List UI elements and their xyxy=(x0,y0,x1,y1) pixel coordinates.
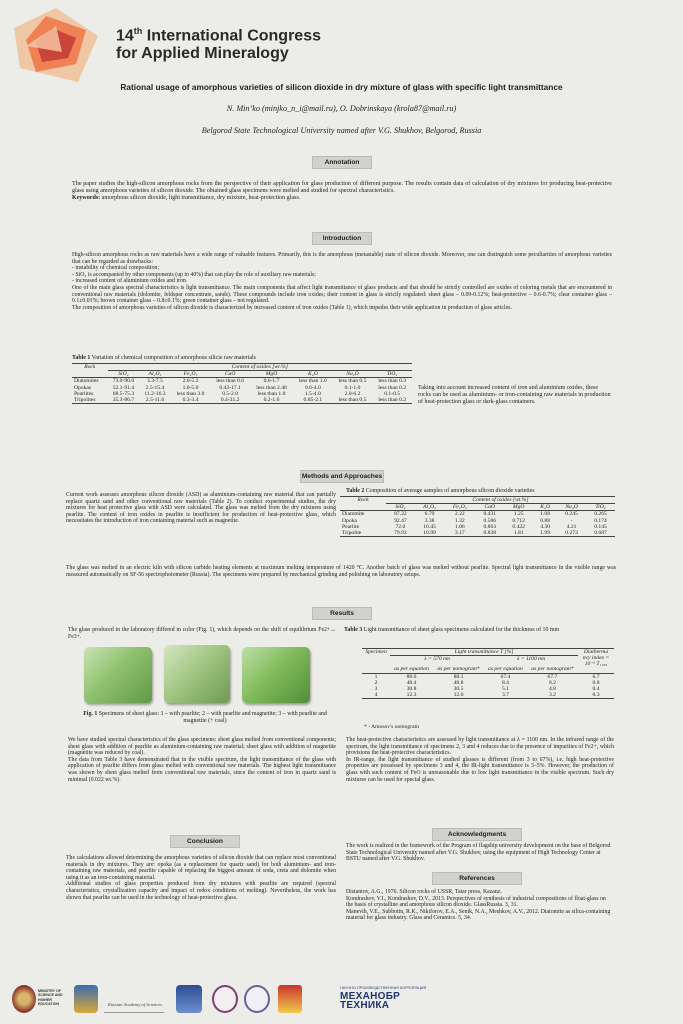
authors: N. Min’ko (minjko_n_i@mail.ru), O. Dobrinskaya (krola87@mail.ru) xyxy=(226,104,457,113)
table3-footnote: * - Amosov's nomogram xyxy=(364,724,419,730)
methods-heading: Methods and Approaches xyxy=(300,470,384,483)
table2: Rock Content of oxides [wt.%] SiO₂ Al₂O₃ Fe₂O₃ CaO MgO K₂O Na₂O TiO₂ Diatomite 87.22 6.79 2.22 0.431 1.25 1.08 0.245 0.265 Opoka 92.47 3.38 1.32 0.506 0.712 0.88 - 0.174 Pearlite 72.0 16.45 1.06 0.863 0.422 4.30 4.21 0.145 Tripolite 79.93 10.99 3.17 0.838 1.81 1.99 0.273 0.687 xyxy=(340,496,615,537)
table-row: Tripolite 79.93 10.99 3.17 0.838 1.81 1.99 0.273 0.687 xyxy=(340,530,615,537)
paper-title: Rational usage of amorphous varieties of silicon dioxide in dry mixture of glass with specific light transmittance xyxy=(120,82,563,92)
university-logo xyxy=(176,985,202,1013)
glass-specimen-1 xyxy=(84,647,152,703)
introduction-heading: Introduction xyxy=(312,232,372,245)
acknowledgments-body: The work is realized in the framework of the Program of flagship university development on the base of Belgorod State Technological University named after V.G. Shukhov, using the equipment of High Technology Center at BSTU named after V.G. Shukhov. xyxy=(346,843,611,863)
table-row: Tripolites 35.3-86.7 2.5-11.6 0.3-3.4 0.4-31.2 0.2-1.6 0.85-2.1 less than 0.5 less than 0.2 xyxy=(72,397,412,404)
table1-caption: Table 1 Variation of chemical composition of amorphous silicie raw materials xyxy=(72,355,256,361)
congress-title: 14th International Congress for Applied Mineralogy xyxy=(116,26,321,63)
ministry-emblem xyxy=(12,985,36,1013)
list-item: Manevih, V.E., Subbotin, R.K., Nikiforov, E.A., Senik, N.A., Meshkov, A.V., 2012. Diatomite as silica-containing material for glass industry. Glass and Ceramics. 5, 34. xyxy=(346,908,611,922)
glass-specimen-3 xyxy=(242,647,310,703)
results-intro: The glass produced in the laboratory differed in color (Fig. 1), which depends on the shift of equilibrium Fe2+↔ Fe3+. xyxy=(68,627,336,640)
table-row: 4 12.3 12.0 3.7 3.2 0.3 xyxy=(362,692,614,699)
list-item: Kondrashov, V.I., Kondrashov, D.V., 2013. Perspectives of synthesis of industrial compositions of float-glass on the basis of crystalline and amorphous silicon dioxide. GlassRussia. 3, 31. xyxy=(346,895,606,909)
congress-logo xyxy=(6,6,106,86)
table-row: Diatomite 87.22 6.79 2.22 0.431 1.25 1.08 0.245 0.265 xyxy=(342,511,607,518)
methods-body-2: The glass was melted in an electric kiln with silicon carbide heating elements at maximum melting temperature of 1420 °C. Another batch of glass was melted without pearlite. Spectral light transmittance in the visible range was measured automatically on SF-56 spectrophotometer (Russia). The specimens were prepared by mechanical grinding and polishing on laboratory setups. xyxy=(66,565,616,578)
glass-specimen-2 xyxy=(164,645,230,703)
table1: Rock Content of oxides [wt.%] SiO₂ Al₂O₃ Fe₂O₃ CaO MgO K₂O Na₂O TiO₂ Diatomites 73.0-90.0 3.3-7.5 2.0-5.2 less than 0.6 0.6-1.7 less than 1.0 less than 0.5 less than 0.3 Opokas 52.1-91.4 2.5-15.4 1.0-5.0 0.43-17.1 less than 2.48 0.6-4.0 0.1-1.0 less than 0.2 Pearlites 68.5-75.3 11.2-16.3 less than 3.0 0.5-2.0 less than 1.0 1.5-4.0 2.0-6.2 0.1-0.5 Tripolites 35.3-86.7 2.5-11.6 0.3-3.4 0.4-31.2 0.2-1.6 0.85-2.1 less than 0.5 less than 0.2 xyxy=(72,363,412,404)
table2-caption: Table 2 Composition of average samples of amorphous silicon dioxide varieties xyxy=(346,488,535,494)
results-right-body: The heat-protective characteristics are assessed by light transmittance at λ = 1100 nm. In the infrared range of the spectrum, the light transmittance of specimens 2, 3 and 4 reduces due to the presence of impurities of Fe2+, which provisions the heat-protective characteristics. In IR-range, the light transmittance of studied glasses is different (from 3 to 67%), i.e. high heat-protective properties are possessed by specimens 3 and 4, the IR-light transmittance is 3–5%. However, the production of glass with such content of FeO is unreasonable due to low light transmittance in the visible spectrum. Such dry mixtures can be used for special glass. xyxy=(346,737,614,783)
results-heading: Results xyxy=(312,607,372,620)
table3: Specimen Light transmittance T [%] Diatherma ncy index = 10⁻² T₁₁₀₀ λ = 570 nm λ = 1100 nm as per equation as per nomogram* as per equation as per nomogram* 1 88.6 88.1 67.4 67.7 6.7 2 48.4 48.8 8.4 8.2 0.8 3 30.8 30.5 5.1 4.8 0.4 4 12.3 12.0 3.7 3.2 0.3 xyxy=(362,648,614,699)
acknowledgments-heading: Acknowledgments xyxy=(432,828,522,841)
table-row: 1 88.6 88.1 67.4 67.7 6.7 xyxy=(374,673,600,680)
introduction-side-text: Taking into account increased content of iron and aluminium oxides, these rocks can be used as aluminium- or iron-containing raw materials in production of heat-protection glass or dark-glass containers. xyxy=(418,385,611,406)
references-heading: References xyxy=(432,872,522,885)
mekhanobr-label-top: НАУЧНО-ПРОИЗВОДСТВЕННАЯ КОРПОРАЦИЯ xyxy=(340,986,427,990)
table-row: Pearlites 68.5-75.3 11.2-16.3 less than 3.0 0.5-2.0 less than 1.0 1.5-4.0 2.0-6.2 0.1-0.5 xyxy=(74,390,401,397)
figure1-caption: Fig. 1 Specimens of sheet glass: 1 – with pearlite; 2 – with pearlite and magnetite; 3 – with pearlite and magnetite (+ coal) xyxy=(83,711,327,724)
conclusion-body: The calculations allowed determining the amorphous varieties of silicon dioxide that can replace most conventional materials in dry mixtures. They are: opoka (as a replacement for quartz sand) for both aluminium- and iron-containing raw materials, and pearlite capable of replacing the biggest amount of soda, creta and dolomite when using it as an iron-containing material. Additional studies of glass properties produced from dry mixtures with pearlite are required (spectral characteristics, crystallization capacity and impact of redox conditions of melting). Nevertheless, the work has shown that pearlite can be used in the technology of heat-protective glass. xyxy=(66,855,336,901)
affiliation: Belgorod State Technological University named after V.G. Shukhov, Belgorod, Russia xyxy=(201,126,482,135)
annotation-heading: Annotation xyxy=(312,156,372,169)
list-item: Distantov, A.G., 1976. Silicon rocks of USSR, Tatar press, Kazanz. xyxy=(346,889,502,895)
table-row: Opokas 52.1-91.4 2.5-15.4 1.0-5.0 0.43-17.1 less than 2.48 0.6-4.0 0.1-1.0 less than 0.2 xyxy=(74,384,407,391)
table-row: Pearlite 72.0 16.45 1.06 0.863 0.422 4.30 4.21 0.145 xyxy=(342,523,607,530)
ras-label: Russian Academy of Sciences xyxy=(107,1002,163,1007)
results-left-body: We have studied spectral characteristics of the glass specimens: sheet glass melted from conventional components; sheet glass with addition of pearlite as aluminium-containing raw material; sheet glass with addition of magnetite (magnetite was reduced by coal). The data from Table 3 have demonstrated that in the visible spectrum, the light transmittance of the glass with application of pearlite differs from glass melted with conventional raw materials. The highest light transmittance was shown by sheet glass melted from conventional raw materials, since the content of iron in quartz sand is minimal (0.022 wt.%). xyxy=(68,737,336,783)
table-row: 2 48.4 48.8 8.4 8.2 0.8 xyxy=(374,679,600,686)
annotation-body: The paper studies the high-silicon amorphous rocks from the perspective of their application for glass production of different purpose. The results contain data of calculation of dry mixtures for producing heat-protective glass using amorphous varieties of silicon dioxide. The obtained glass specimens were melted and studied for spectral characteristics. Keywords: amorphous silicon dioxide, light transmittance, dry mixture, heat-protection glass. xyxy=(72,181,612,202)
mekhanobr-logo: МЕХАНОБР ТЕХНИКА xyxy=(340,991,401,1011)
table-row: Opoka 92.47 3.38 1.32 0.506 0.712 0.88 - 0.174 xyxy=(342,517,607,524)
conclusion-heading: Conclusion xyxy=(170,835,240,848)
table3-caption: Table 3 Light transmittance of sheet glass specimens calculated for the thickness of 10 mm xyxy=(344,627,560,633)
society-logo-2 xyxy=(244,985,270,1013)
ras-logo xyxy=(104,985,164,1013)
introduction-body: High-silicon amorphous rocks as raw materials have a wide range of valuable features. Primarily, this is the amorphous (metastable) state of silicon dioxide. Moreover, one can distinguish some peculiarities of amorphous varieties that can be regarded as drawbacks: - instability of chemical composition; - SiO₂ is accompanied by other components (up to 40%) that can play the role of auxiliary raw materials; - increased content of aluminium oxides and iron. One of the main glass spectral characteristics is light transmittance. The main components that affect light transmittance of glass products and that should be strictly controlled are oxides of coloring metals that are encountered in conventional raw materials (dolomite, feldspar concentrate, sands). These compounds include iron oxides; their content in glass is strictly regulated: sheet glass – 0.09-0.12%; heat-protective – 0.6-0.7%; clear container glass – 0.1±0.01%; brown container glass – 0.8±0.1%; green container glass – not regulated. The composition of amorphous varieties of silicon dioxide is characterized by increased content of iron oxides (Table 1), which impedes their wide application in production of glass articles. xyxy=(72,252,612,311)
glass-specimens-photo xyxy=(84,645,314,705)
methods-body: Current work assesses amorphous silicon dioxide (ASD) as aluminium-containing raw material that can partially replace quartz sand and other conventional raw materials (Table 2). To conduct experimental studies, the dry mixtures for heat protective glass with ASD were calculated. The glass was melted from the dry mixtures using pearlite. The content of iron oxides in pearlite is insufficient for production of heat-protective glass, which necessitates the introduction of iron containing material such as magnetite. xyxy=(66,492,336,525)
references-list xyxy=(346,889,614,922)
society-logo-3 xyxy=(278,985,302,1013)
table-row: 3 30.8 30.5 5.1 4.8 0.4 xyxy=(374,686,600,693)
table-row: Diatomites 73.0-90.0 3.3-7.5 2.0-5.2 less than 0.6 0.6-1.7 less than 1.0 less than 0.5 less than 0.3 xyxy=(74,378,407,385)
society-logo-1 xyxy=(212,985,238,1013)
belgorod-emblem xyxy=(74,985,98,1013)
ministry-label: MINISTRY OF SCIENCE AND HIGHER EDUCATION xyxy=(38,989,63,1007)
